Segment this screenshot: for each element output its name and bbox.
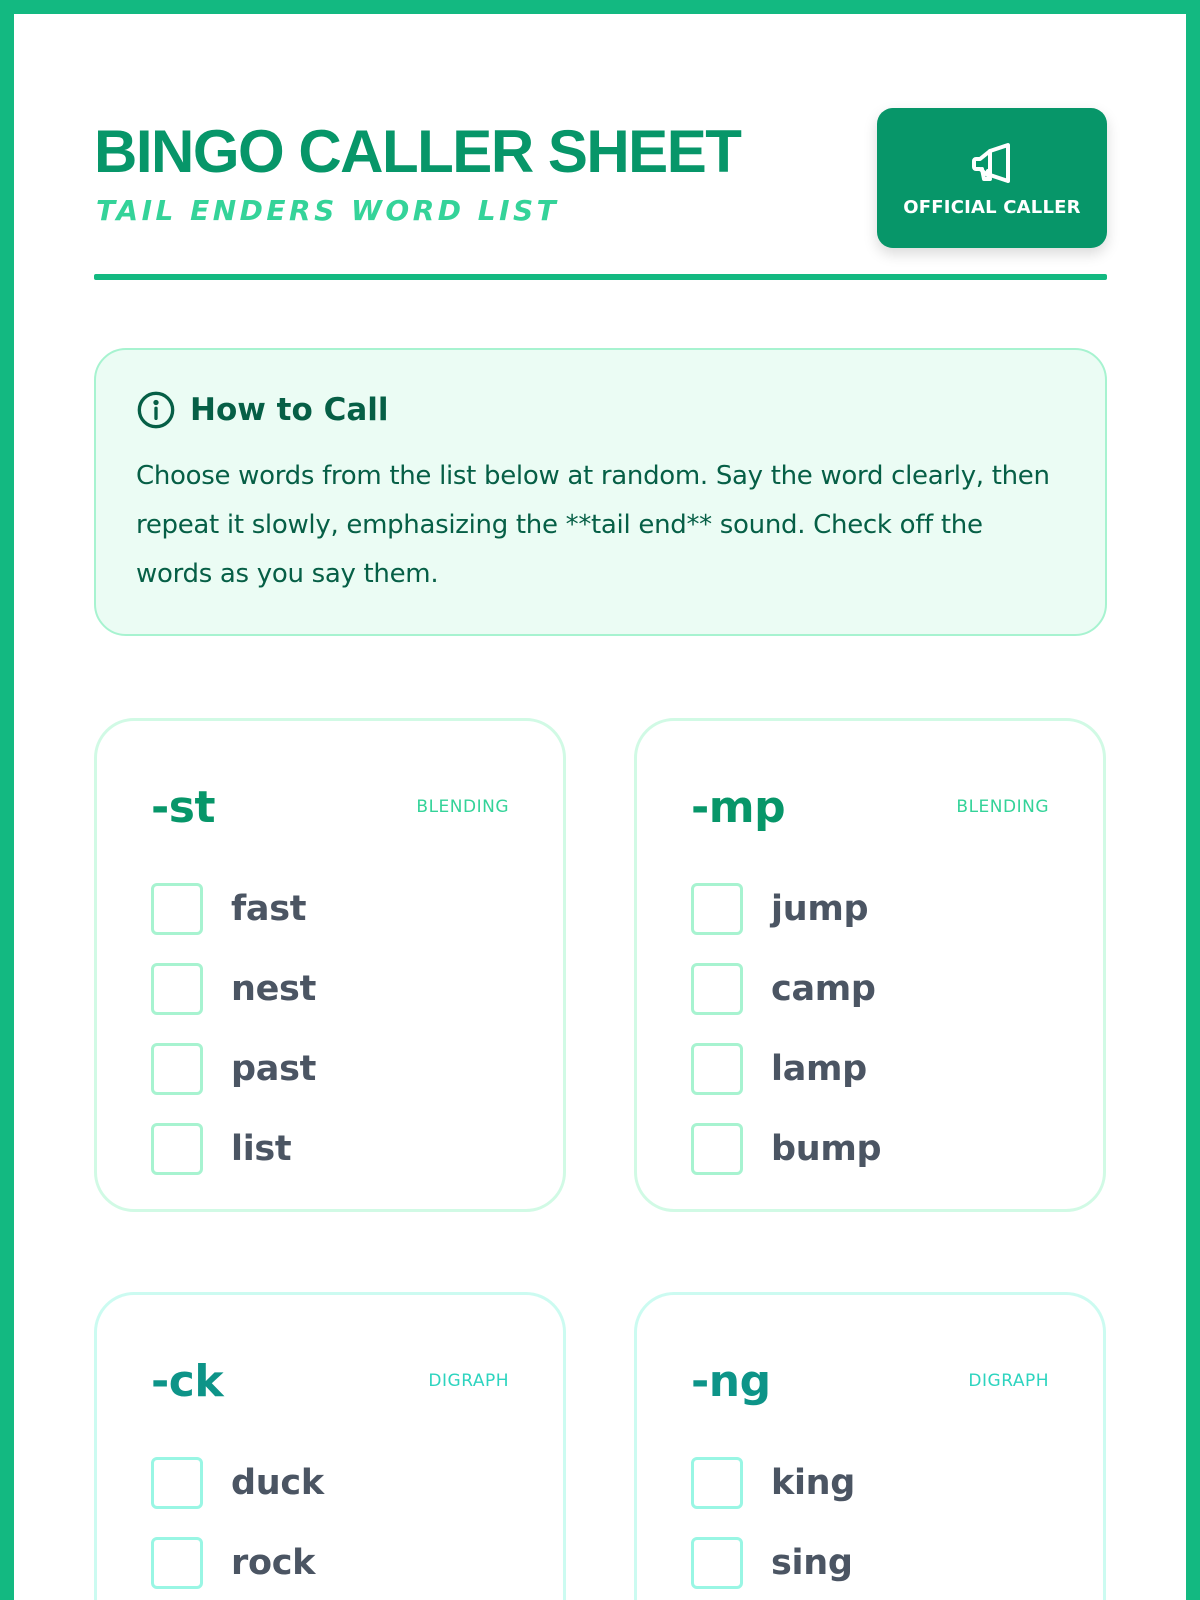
word-list <box>151 869 509 1189</box>
official-caller-label: OFFICIAL CALLER <box>903 196 1081 218</box>
list-item <box>691 1109 1049 1189</box>
card-tag: BLENDING <box>956 797 1049 817</box>
word-label: past <box>231 1049 317 1089</box>
list-item <box>151 869 509 949</box>
info-icon <box>136 390 176 430</box>
card-suffix: -ng <box>691 1355 771 1407</box>
header <box>94 94 1107 294</box>
word-label: camp <box>771 969 876 1009</box>
word-checkbox[interactable] <box>151 1123 203 1175</box>
list-item <box>151 1523 509 1600</box>
word-checkbox[interactable] <box>691 1043 743 1095</box>
how-to-call-header <box>136 390 1065 430</box>
word-checkbox[interactable] <box>691 1457 743 1509</box>
how-to-call-box <box>94 348 1107 636</box>
word-label: king <box>771 1463 856 1503</box>
word-checkbox[interactable] <box>151 1043 203 1095</box>
page-title: BINGO CALLER SHEET <box>94 118 741 185</box>
word-label: duck <box>231 1463 324 1503</box>
word-list <box>691 869 1049 1189</box>
word-label: nest <box>231 969 317 1009</box>
list-item <box>691 1523 1049 1600</box>
megaphone-icon <box>968 139 1016 187</box>
list-item <box>151 949 509 1029</box>
word-label: fast <box>231 889 307 929</box>
list-item <box>691 949 1049 1029</box>
page-subtitle: TAIL ENDERS WORD LIST <box>96 194 560 227</box>
word-list <box>151 1443 509 1600</box>
list-item <box>691 1029 1049 1109</box>
header-divider <box>94 274 1107 280</box>
word-checkbox[interactable] <box>151 1457 203 1509</box>
word-card-ck <box>94 1292 566 1600</box>
list-item <box>691 869 1049 949</box>
word-checkbox[interactable] <box>151 963 203 1015</box>
card-tag: DIGRAPH <box>428 1371 509 1391</box>
list-item <box>691 1443 1049 1523</box>
word-card-st <box>94 718 566 1212</box>
word-checkbox[interactable] <box>691 963 743 1015</box>
word-checkbox[interactable] <box>691 883 743 935</box>
card-suffix: -st <box>151 781 215 833</box>
word-checkbox[interactable] <box>151 883 203 935</box>
word-label: jump <box>771 889 869 929</box>
word-label: lamp <box>771 1049 867 1089</box>
word-card-ng <box>634 1292 1106 1600</box>
word-card-mp <box>634 718 1106 1212</box>
word-label: sing <box>771 1543 853 1583</box>
official-caller-badge <box>877 108 1107 248</box>
word-checkbox[interactable] <box>151 1537 203 1589</box>
card-tag: DIGRAPH <box>968 1371 1049 1391</box>
caller-sheet <box>14 14 1186 1600</box>
card-tag: BLENDING <box>416 797 509 817</box>
list-item <box>151 1029 509 1109</box>
how-to-call-text: Choose words from the list below at random. Say the word clearly, then repeat it slowly, emphasizing the **tail end** sound. Check off the words as you say them. <box>136 461 1050 589</box>
card-suffix: -mp <box>691 781 786 833</box>
word-label: bump <box>771 1129 882 1169</box>
list-item <box>151 1443 509 1523</box>
how-to-call-title: How to Call <box>190 392 389 428</box>
word-label: rock <box>231 1543 316 1583</box>
card-suffix: -ck <box>151 1355 224 1407</box>
word-checkbox[interactable] <box>691 1537 743 1589</box>
word-label: list <box>231 1129 292 1169</box>
word-checkbox[interactable] <box>691 1123 743 1175</box>
list-item <box>151 1109 509 1189</box>
word-list <box>691 1443 1049 1600</box>
